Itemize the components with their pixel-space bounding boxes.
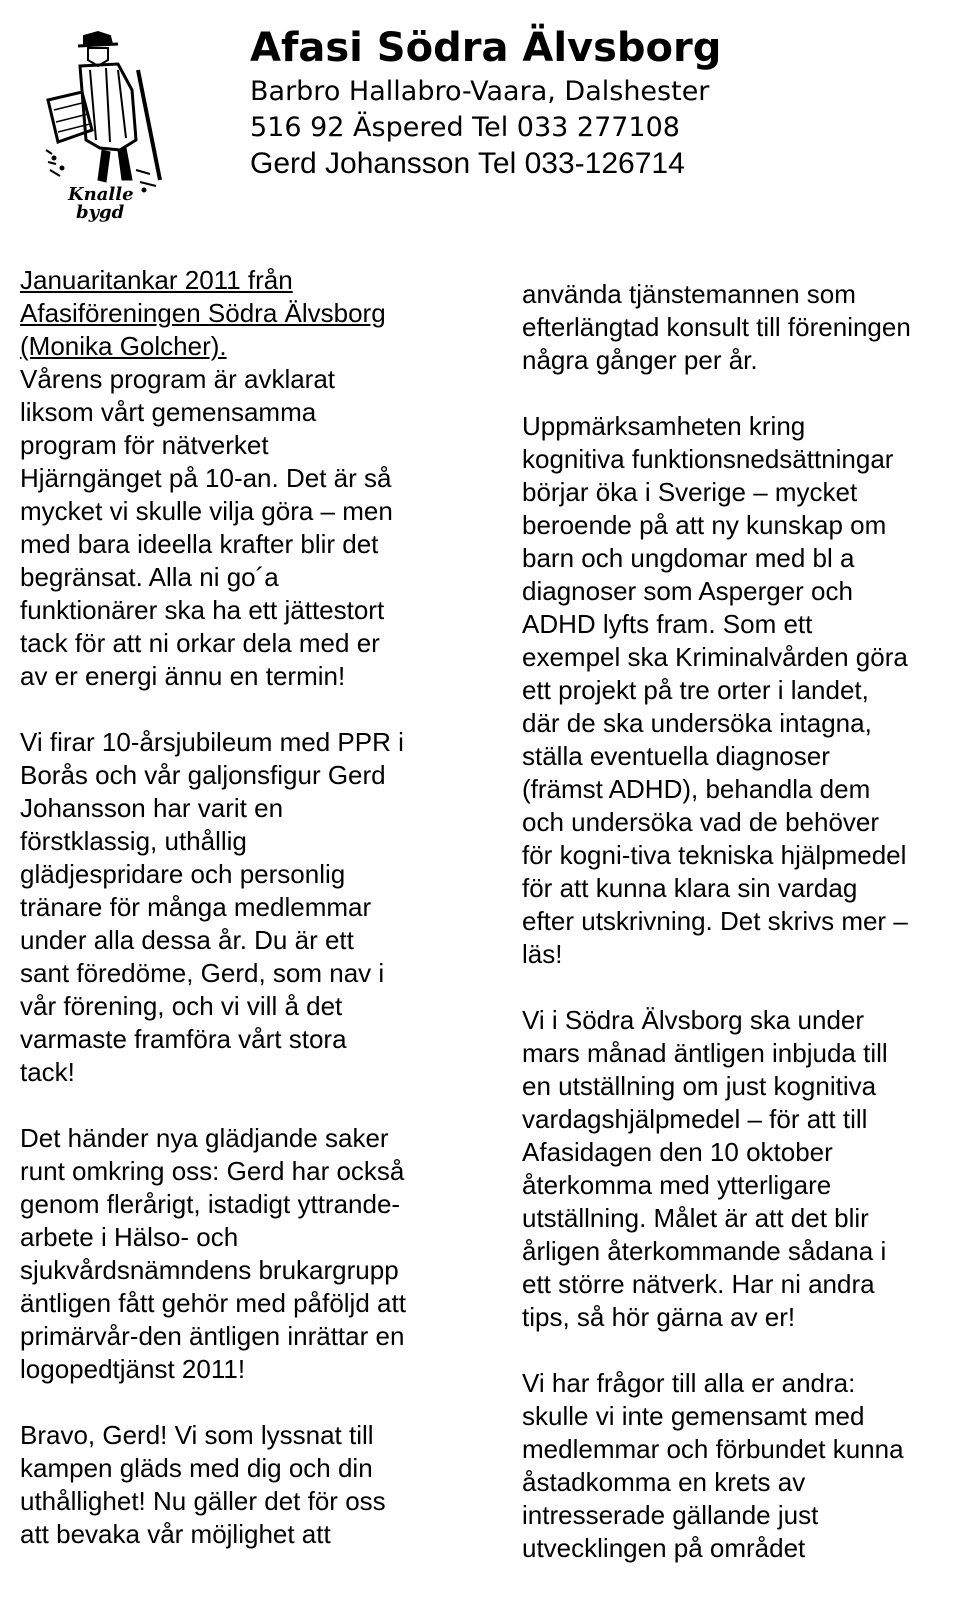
logo-lettering-1: Knalle (68, 184, 134, 205)
knallebygd-logo (40, 30, 170, 225)
paragraph-exhibition: Vi i Södra Älvsborg ska under mars månad äntligen inbjuda till en utställning om just kognitiva vardagshjälpmedel – för att till Afasidagen den 10 oktober återkomma med ytterligare utställning. Målet är att det blir årligen återkommande sådana i ett större nätverk. Har ni andra tips, så hör gärna av er! (522, 1005, 888, 1332)
address-line-2: 516 92 Äspered Tel 033 277108 (250, 112, 680, 143)
paragraph-program: Vårens program är avklarat liksom vårt gemensamma program för nätverket Hjärngänget på 10-an. Det är så mycket vi skulle vilja göra – men med bara ideella krafter blir det begränsat. Alla ni go´a funktionärer ska ha ett jättestort tack för att ni orkar dela med er av er energi ännu en termin! (20, 364, 393, 691)
right-column (522, 278, 954, 1598)
paragraph-news: Det händer nya glädjande saker runt omkring oss: Gerd har också genom flerårigt, istadigt yttrande- arbete i Hälso- och sjukvårdsnämndens brukargrupp äntligen fått gehör med påföljd att primärvår-den äntligen inrättar en logopedtjänst 2011! (20, 1123, 406, 1384)
article-heading: Januaritankar 2011 från Afasiföreningen Södra Älvsborg (Monika Golcher). (20, 265, 386, 361)
address-line-1: Barbro Hallabro-Vaara, Dalshester (250, 76, 710, 107)
paragraph-consultant: använda tjänstemannen som efterlängtad konsult till föreningen några gånger per år. (522, 279, 911, 375)
letterhead (250, 22, 721, 182)
peddler-figure-illustration (46, 32, 160, 192)
paragraph-anniversary: Vi firar 10-årsjubileum med PPR i Borås och vår galjonsfigur Gerd Johansson har varit en förstklassig, uthållig glädjespridare och personlig tränare för många medlemmar under alla dessa år. Du är ett sant föredöme, Gerd, som nav i vår förening, och vi vill å det varmaste framföra vårt stora tack! (20, 727, 404, 1087)
organization-name: Afasi Södra Älvsborg (250, 25, 722, 71)
paragraph-cognitive: Uppmärksamheten kring kognitiva funktionsnedsättningar börjar öka i Sverige – mycket beroende på att ny kunskap om barn och ungdomar med bl a diagnoser som Asperger och ADHD lyfts fram. Som ett exempel ska Kriminalvården göra ett projekt på tre orter i landet, där de ska undersöka intagna, ställa eventuella diagnoser (främst ADHD), behandla dem och undersöka vad de behöver för kogni-tiva tekniska hjälpmedel för att kunna klara sin vardag efter utskrivning. Det skrivs mer – läs! (522, 411, 908, 969)
paragraph-bravo: Bravo, Gerd! Vi som lyssnat till kampen gläds med dig och din uthållighet! Nu gäller det för oss att bevaka vår möjlighet att (20, 1420, 386, 1549)
contact-line: Gerd Johansson Tel 033-126714 (250, 147, 685, 180)
logo-lettering-2: bygd (76, 202, 125, 223)
paragraph-questions: Vi har frågor till alla er andra: skulle vi inte gemensamt med medlemmar och förbundet kunna åstadkomma en krets av intresserade gällande just utvecklingen på området (522, 1368, 904, 1563)
left-column (20, 264, 460, 1584)
